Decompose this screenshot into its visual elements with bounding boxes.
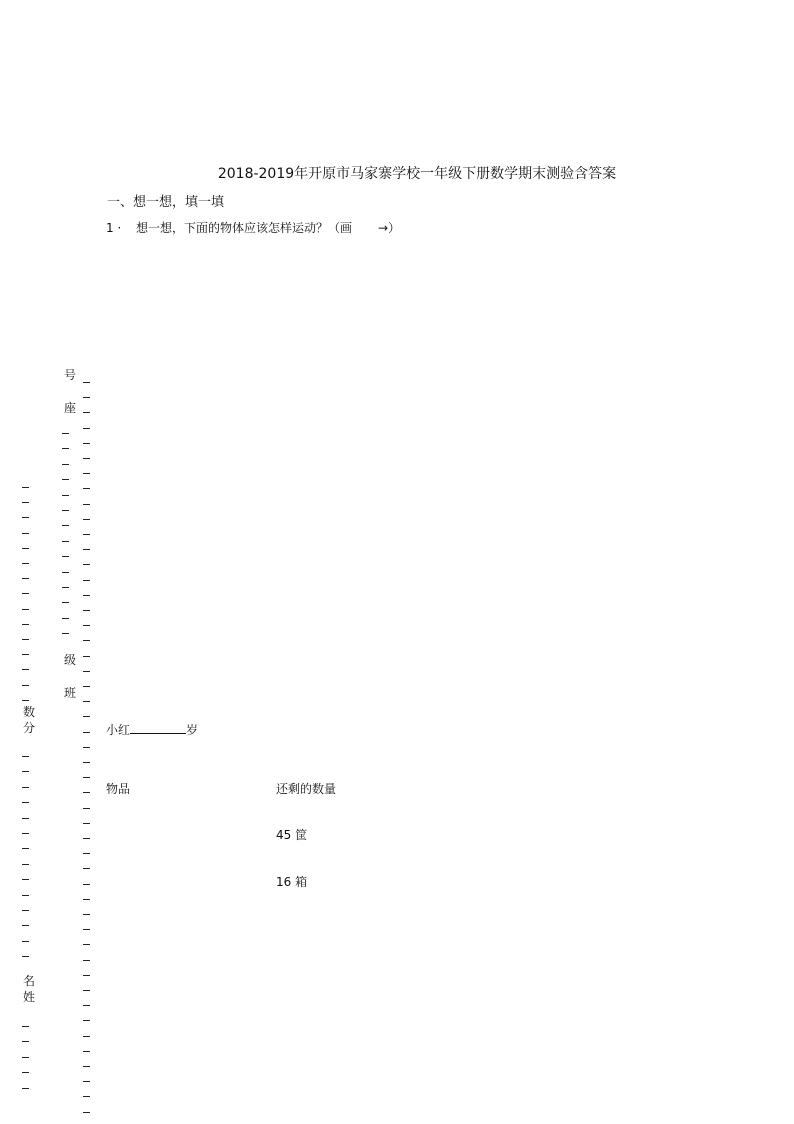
margin-label-ban: 班 <box>64 686 77 700</box>
margin-dash <box>22 956 29 957</box>
margin-dash <box>83 732 90 733</box>
margin-dash <box>22 787 29 788</box>
margin-dash <box>83 929 90 930</box>
question-1 <box>106 219 400 236</box>
margin-dash <box>83 625 90 626</box>
margin-dash <box>83 610 90 611</box>
margin-dash <box>62 587 69 588</box>
margin-label-ming: 名 <box>23 974 36 988</box>
margin-dash <box>83 519 90 520</box>
margin-dash <box>22 818 29 819</box>
margin-dash <box>83 808 90 809</box>
margin-dash <box>22 895 29 896</box>
margin-dash <box>22 517 29 518</box>
margin-dash <box>62 464 69 465</box>
margin-dash <box>22 578 29 579</box>
margin-dash <box>62 633 69 634</box>
margin-dash <box>62 556 69 557</box>
margin-dash <box>22 609 29 610</box>
margin-dash <box>22 669 29 670</box>
margin-dash <box>83 747 90 748</box>
margin-dash <box>83 428 90 429</box>
age-suffix: 岁 <box>186 723 199 737</box>
margin-dash <box>22 548 29 549</box>
margin-dash <box>22 833 29 834</box>
margin-label-ji: 级 <box>64 653 77 667</box>
margin-dash <box>83 564 90 565</box>
margin-label-zuo: 座 <box>64 401 77 415</box>
margin-dash <box>22 941 29 942</box>
age-blank[interactable] <box>130 723 186 734</box>
margin-dash <box>62 448 69 449</box>
margin-dash <box>22 1057 29 1058</box>
section-heading: 一、想一想，填一填 <box>107 195 225 210</box>
margin-dash <box>83 504 90 505</box>
question-arrow: →） <box>378 221 401 235</box>
margin-dash <box>83 762 90 763</box>
margin-dash <box>83 1005 90 1006</box>
margin-dash <box>83 458 90 459</box>
margin-label-xing: 姓 <box>23 990 36 1004</box>
margin-dash <box>83 884 90 885</box>
margin-dash <box>83 823 90 824</box>
margin-dash <box>83 914 90 915</box>
margin-dash <box>83 443 90 444</box>
margin-dash <box>83 488 90 489</box>
margin-dash <box>83 671 90 672</box>
age-line <box>106 721 198 738</box>
margin-dash <box>62 572 69 573</box>
margin-dash <box>22 1072 29 1073</box>
margin-dash <box>83 701 90 702</box>
margin-dash <box>83 595 90 596</box>
margin-dash <box>22 879 29 880</box>
margin-dash <box>62 433 69 434</box>
question-text: 想一想，下面的物体应该怎样运动？（画 <box>136 221 353 235</box>
margin-label-hao: 号 <box>64 368 77 382</box>
margin-dash <box>62 479 69 480</box>
margin-dash <box>62 618 69 619</box>
margin-dash <box>83 716 90 717</box>
question-number: 1 · <box>106 221 122 235</box>
margin-dash <box>83 397 90 398</box>
margin-dash <box>83 1096 90 1097</box>
margin-dash <box>83 990 90 991</box>
margin-dash <box>22 533 29 534</box>
margin-dash <box>83 686 90 687</box>
margin-dash <box>22 700 29 701</box>
margin-dash <box>83 1112 90 1113</box>
margin-dash <box>83 473 90 474</box>
margin-dash <box>83 960 90 961</box>
margin-dash <box>22 593 29 594</box>
margin-dash <box>22 848 29 849</box>
margin-dash <box>22 563 29 564</box>
margin-dash <box>83 382 90 383</box>
margin-dash <box>22 1088 29 1089</box>
margin-dash <box>62 541 69 542</box>
margin-dash <box>83 1051 90 1052</box>
table-row-quantity: 16 箱 <box>276 875 308 889</box>
margin-dash <box>83 944 90 945</box>
margin-dash <box>22 487 29 488</box>
margin-dash <box>83 640 90 641</box>
margin-dash <box>22 756 29 757</box>
age-prefix: 小红 <box>106 723 131 737</box>
table-header-quantity: 还剩的数量 <box>276 782 337 796</box>
margin-dash <box>22 802 29 803</box>
table-row-quantity: 45 筐 <box>276 828 308 842</box>
margin-dash <box>83 656 90 657</box>
margin-dash <box>22 925 29 926</box>
margin-dash <box>22 771 29 772</box>
margin-dash <box>22 639 29 640</box>
margin-dash <box>62 510 69 511</box>
margin-dash <box>22 1026 29 1027</box>
margin-dash <box>22 1041 29 1042</box>
margin-dash <box>83 1036 90 1037</box>
margin-dash <box>83 868 90 869</box>
margin-dash <box>83 975 90 976</box>
margin-dash <box>83 792 90 793</box>
margin-dash <box>83 838 90 839</box>
margin-dash <box>83 580 90 581</box>
margin-dash <box>83 899 90 900</box>
margin-dash <box>22 910 29 911</box>
margin-dash <box>22 654 29 655</box>
margin-label-shu: 数 <box>23 705 36 719</box>
margin-dash <box>62 525 69 526</box>
document-title: 2018-2019年开原市马家寨学校一年级下册数学期末测验含答案 <box>217 166 617 182</box>
margin-dash <box>22 624 29 625</box>
margin-dash <box>83 534 90 535</box>
margin-dash <box>83 412 90 413</box>
margin-dash <box>22 502 29 503</box>
margin-dash <box>83 549 90 550</box>
margin-label-fen: 分 <box>23 721 36 735</box>
margin-dash <box>83 853 90 854</box>
table-header-item: 物品 <box>106 782 131 796</box>
margin-dash <box>62 495 69 496</box>
margin-dash <box>62 602 69 603</box>
margin-dash <box>22 864 29 865</box>
margin-dash <box>22 685 29 686</box>
margin-dash <box>83 1081 90 1082</box>
margin-dash <box>83 1066 90 1067</box>
margin-dash <box>83 777 90 778</box>
margin-dash <box>83 1020 90 1021</box>
